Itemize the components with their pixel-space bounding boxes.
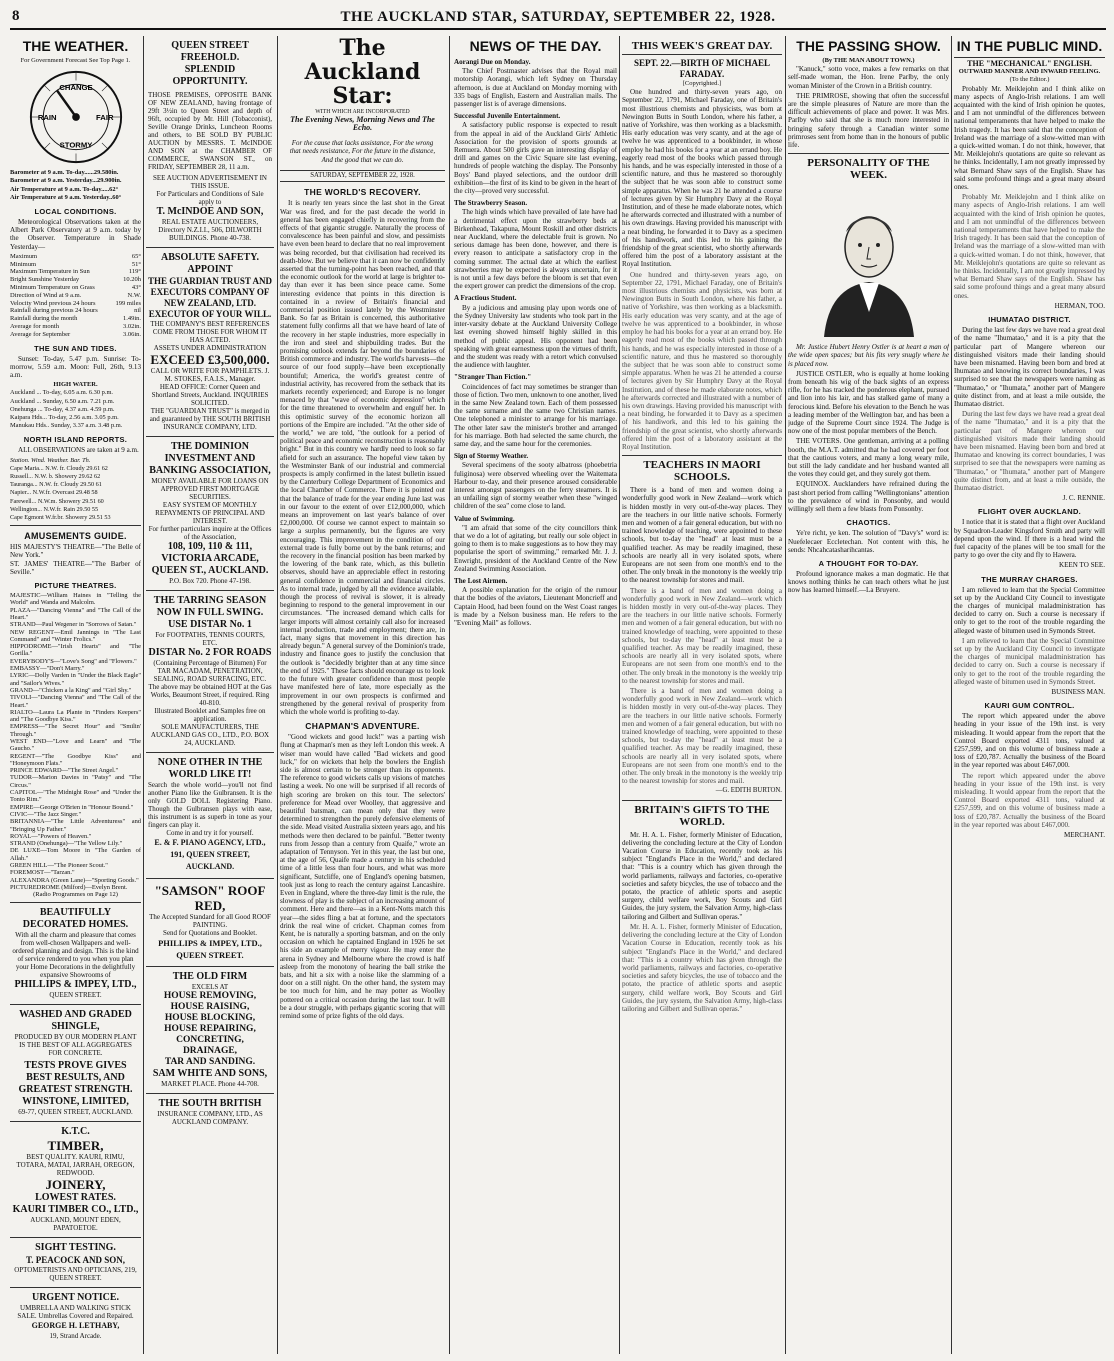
local-conditions-heading: LOCAL CONDITIONS. [34, 207, 117, 217]
list-item: TAR AND SANDING. [164, 1057, 256, 1067]
ad-text: With all the charm and pleasure that comes from well-chosen Wallpapers and well-ordered planning and design. This is the kind of service rendered to you when you plan your Home Decorations in the delightfully expansive Showrooms of [12, 931, 139, 980]
cell-value: 51° [131, 260, 141, 268]
dial-label-fair: FAIR [95, 113, 114, 123]
list-item: HOUSE BLOCKING, [164, 1013, 256, 1023]
letter-subheading: OUTWARD MANNER AND INWARD FEELING. [958, 68, 1101, 76]
ad-firm: WINSTONE, LIMITED, [22, 1096, 129, 1108]
picture-theatres-heading: PICTURE THEATRES. [34, 581, 117, 591]
list-item: PLAZA—"Dancing Vienna" and "The Call of the Heart." [10, 606, 141, 621]
cell-value: 3.02in. [122, 323, 141, 330]
list-item: DE LUXE—Tom Moore in "The Garden of Allah." [10, 847, 141, 862]
ad-firm: T. McINDOE AND SON, [156, 206, 264, 217]
copyright-note: [Copyrighted.] [682, 80, 722, 87]
table-row [10, 307, 141, 315]
cell-label: Rainfall during the month [10, 315, 78, 323]
ad-title: URGENT NOTICE. [31, 1292, 120, 1304]
amusements-list [10, 543, 141, 576]
ad-text: CALL OR WRITE FOR PAMPHLETS. J. M. STOKES, F.A.I.S., Manager. [150, 367, 270, 383]
cell-value: 65° [131, 252, 141, 260]
list-item: CONCRETING, DRAINAGE, [176, 1035, 244, 1056]
chaotics-heading: CHAOTICS. [846, 518, 891, 528]
cell-value: N.W. [127, 291, 141, 299]
ad-service-list [148, 991, 272, 1068]
north-island-heading: NORTH ISLAND REPORTS. [23, 435, 128, 445]
ihumatao-heading: IHUMATAO DISTRICT. [988, 315, 1071, 325]
letter-text: The report which appeared under the above heading in your issue of the 19th inst. is very misleading. It would appear from the report that the Control Board exported 4311 tons, valued at £257,599, and on this volume of business made a loss of £20,787. Actually the business of the Board in the year reported was about £467,000. [954, 771, 1105, 829]
ad-firm: SAM WHITE AND SONS, [152, 1068, 268, 1079]
ad-title: JOINERY, [45, 1177, 106, 1193]
news-text: The Chief Postmaster advises that the Royal mail motorship Aorangi, which left Sydney on Thursday afternoon, is due at Auckland on Monday morning with 335 bags of English, Eastern and Australian mails. The passenger list is of average dimensions. [454, 67, 617, 109]
picture-theatres-list [10, 592, 141, 891]
list-item: WEST END—"Love and Learn" and "The Gaucho." [10, 738, 141, 753]
chapman-text: "Good wickets and good luck!" was a parting wish flung at Chapman's men as they left London this week. A wiser man would have called "Bad wickets and good luck," for on wickets that help the bowlers the English side is almost certain to be stronger than its opponents. The reference to good wickets calls up visions of matches lasting a week. No one will be surprised if all records of high scoring are broken on this tour. The selectors' preference for Mead over Woolley, that aggressive and beautiful batsman, can mean only that they were determined to strengthen the purely defensive elements of the side. Mead visited Australia sixteen years ago, and his methods were then declared to be painful. "Better twenty runs from Jessop than a century from Quaife," wrote an adaptation of Tennyson. Yet in this year, the last but one, at the age of 56, Quaife made a century in his scheduled time of a little less than four hours, and what was more significant, Sutcliffe, one of England's opening batsmen, took just as long to reach the century against Lancashire. Even in England, where the three-day limit is the rule, the slowness of play is the subject of an increasing amount of comment. Here and there—as in a Kent-Notts match this year—the sides fling a bat at fortune, and the spectators drink the real wine of cricket. Chapman comes from Kent, he is naturally a sporting batsman, and on the only occasion on which he captained England in 1926 he set his side an example of merry vigour. He may enter the arena in Sydney and Melbourne where the crowd is half asleep from the monotony of hearing the ball strike the bats, and hit a six with a noise like the slamming of a door on a still night. On the other hand, the system may be too much for him, and he may potter as Woolley pottered on a critical occasion during the last tour. It will be a dour struggle, with perhaps gigantic scoring that will remind some of prize fights of the old days. [280, 733, 445, 1021]
radio-note: (Radio Programmes on Page 12) [33, 891, 118, 899]
list-item: STRAND—Paul Wegener in "Sorrows of Satan." [10, 621, 137, 629]
cell-label: Minimum Temperature on Grass [10, 284, 95, 292]
letter-text: During the last few days we have read a great deal of the name "Ihumatao," and it is a pity that the particular part of Mangere whereon our distinguished visitors made their landing should have been misnamed. Having been born and bred at Ihumatao and knowing its correct boundaries, I was surprised to see that the newspapers were naming as "Ihumatao," or "Ihumata," another part of Mangere quite distinct from, and at least a mile outside, the Ihumatao district. [954, 326, 1105, 408]
public-mind-heading: IN THE PUBLIC MIND. [956, 38, 1103, 54]
letter-text: I am relieved to learn that the Special Committee set up by the Auckland City Council to investigate the charges of municipal maladministration has decided to carry on. Such a course is necessary if only to get to the root of the trouble regarding the alleged waste of bitumen used in Symonds Street. [954, 585, 1105, 635]
list-item: EMPRESS—"The Secret Hour" and "Smilin' Through." [10, 723, 141, 738]
newspaper-title: THE AUCKLAND STAR, SATURDAY, SEPTEMBER 22, 1928. [340, 9, 776, 25]
advertisements-column [146, 36, 274, 1354]
kauri-heading: KAURI GUM CONTROL. [984, 701, 1075, 711]
column-rule [951, 36, 952, 1354]
ad-text: ASSETS UNDER ADMINISTRATION [153, 344, 267, 352]
letter-text: I am relieved to learn that the Special Committee set up by the Auckland City Council to investigate the charges of municipal maladministration has decided to carry on. Such a course is necessary if only to get to the root of the trouble regarding the alleged waste of bitumen used in Symonds Street. [954, 636, 1105, 686]
list-item: PICTUREDROME (Milford)—Evelyn Brent. [10, 883, 128, 891]
cell-value: 199 miles [115, 299, 141, 307]
list-item: HOUSE RAISING, [170, 1002, 250, 1012]
cell-value: nil [134, 307, 141, 315]
cell-value: 10.20h [123, 276, 141, 284]
ad-address: REAL ESTATE AUCTIONEERS, Directory N.Z.I.I., 506, DILWORTH BUILDINGS. Phone 40-738. [158, 218, 262, 242]
news-text: A possible explanation for the origin of the rumour that the bodies of the aviators, Lieutenant Moncrieff and Captain Hood, had been found on the West Coast ranges is made by a Nelson business man. He refers to the "Evening Mail" as follows. [454, 586, 617, 627]
cell-label: Average for September [10, 330, 71, 338]
motto: For the cause that lacks assistance, For the wrong that needs resistance, For the future in the distance, And the good that we can do. [289, 138, 436, 164]
letter-text: Probably Mr. Meiklejohn and I think alike on many aspects of Anglo-Irish relations. I am well acquainted with the kind of Irish opinion he quotes, and I am not unmindful of the differences between national temperaments that have helped to make the Irish tragedy. It has been said that the conception of Ireland was the marriage of a slow-witted man with a quick-witted woman. I do not think, however, that Mr. Meiklejohn's quotations are quite so relevant as he thinks. Incidentally, I am not greatly impressed by what Bernard Shaw says of the English. Shaw has said some profound things and a great many absurd ones. [954, 84, 1105, 192]
ad-title: "SAMSON" ROOF RED, [154, 883, 266, 913]
ad-firm: THE GUARDIAN TRUST AND EXECUTORS COMPANY OF NEW ZEALAND, LTD. EXECUTOR OF YOUR WILL. [148, 276, 272, 319]
ad-text: SEE AUCTION ADVERTISEMENT IN THIS ISSUE. [153, 174, 267, 190]
ad-address: MARKET PLACE. Phone 44-708. [161, 1080, 259, 1088]
thought-heading: A THOUGHT FOR TO-DAY. [818, 558, 919, 568]
list-item: MAJESTIC—William Haines in "Telling the World" and Wanda and Malcolm. [10, 592, 141, 607]
ad-address: QUEEN STREET. [49, 991, 102, 1000]
letter-heading: THE "MECHANICAL" ENGLISH. [954, 57, 1105, 68]
ad-text: P.O. Box 720. Phone 47-198. [169, 577, 251, 585]
ad-text: THOSE PREMISES, OPPOSITE BANK OF NEW ZEALAND, having frontage of 29ft 3½in to Queen Street and depth of 96ft, occupied by Mr. Hill (Tobacconist), Seville Orange Drinks, Luncheon Rooms and others, to BE SOLD BY PUBLIC AUCTION by MESSRS. T. McINDOE AND SON at the CHAMBER OF COMMERCE, SWANSON ST., on FRIDAY, SEPTEMBER 28, 11 a.m. [148, 91, 272, 171]
table-row [10, 292, 141, 300]
great-day-text: One hundred and thirty-seven years ago, on September 22, 1791, Michael Faraday, one of Britain's most illustrious chemists and physicists, was born at Newington Butts in South London, where his father, a native of Yorkshire, was then working as a blacksmith. His early education was very scanty, and at the age of twelve he was apprenticed to a bookbinder, in whose employ he had his books for a year at an errand boy. He eagerly read most of the books which passed through his hands, and he was especially interested in those of a scientific nature, and thus he mastered so thoroughly the subject that he was soon able to construct some simple apparatus. When he was 21 he attended a course of lectures given by Sir Humphry Davy at the Royal Institution, and of these he made elaborate notes, which he afterwards corrected and illustrated with a number of his own drawings. Having provided his manuscript with a neat binding, he forwarded it to Davy as a specimen of his handiwork, and this led to his gaining the friendship of the great scientist, who shortly afterwards offered him the post of a laboratory assistant at the Royal Institution. [622, 270, 782, 451]
letter-signature: HERMAN, TOO. [1054, 301, 1105, 310]
list-item: PRINCE EDWARD—"The Street Angel." [10, 767, 119, 775]
north-island-text: ALL OBSERVATIONS are taken at 9 a.m. [18, 446, 139, 455]
list-item: NEW REGENT—Emil Jannings in "The Last Command" and "Winter Frolics." [10, 628, 141, 643]
table-row [10, 315, 141, 323]
passing-show-text: THE VOTERS. One gentleman, arriving at a polling booth, the M.A.T. admitted that he had covered per foot that the cautious voters, and many a long weary mile, but still the lady candidate and her husband wanted all the votes they could get, and they surely got them. [788, 437, 949, 479]
news-subheading: The Lost Airmen. [454, 576, 508, 585]
cell-label: Bright Sunshine Yesterday [10, 276, 80, 284]
letter-signature: BUSINESS MAN. [1051, 688, 1105, 697]
incorporated-note: WITH WHICH ARE INCORPORATED [315, 109, 410, 115]
ad-text: Come in and try it for yourself. [166, 829, 254, 837]
local-conditions-text: Meteorological Observations taken at the Albert Park Observatory at 9 a.m. today by the Observer. Temperature in Shade Yesterday— [10, 218, 141, 251]
ad-text: SOLE MANUFACTURERS, THE AUCKLAND GAS CO., LTD., P.O. BOX 24, AUCKLAND. [150, 723, 270, 747]
table-row [10, 300, 141, 308]
local-conditions-table [10, 253, 141, 339]
personality-heading: PERSONALITY OF THE WEEK. [788, 153, 949, 181]
ad-firm: E. & F. PIANO AGENCY, LTD., 191, QUEEN STREET, AUCKLAND. [154, 838, 266, 871]
high-water-heading: HIGH WATER. [53, 381, 98, 389]
leader-text: It is nearly ten years since the last shot in the Great War was fired, and for the past decade the world in general has been engaged chiefly in recovering from the effects of that gigantic struggle. Naturally the process of convalescence has been painful and slow, and pessimists have even been heard to declare that no real improvement was being recorded, but that civilisation had received its death-blow. But we believe that it can now be confidently asserted that the turning-point has been reached, and that the economic outlook for the world at large is brighter to-day than ever it has been since peace came. Some interesting evidence that points in this direction is contained in a review of Britain's financial and commercial position issued lately by the Westminster Bank. So far as Britain is concerned, this authoritative statement fully confirms all that we have heard of late of the recovery in her staple industries, more especially in the iron and steel and shipbuilding trades. But the promising outlook extends far beyond the boundaries of British commerce and industry. The world's harvests—the source of our food supply—have been exceptionally bountiful; America, the world's greatest centre of industrial activity, has recovered from the setback that its markets recently experienced; and Europe is no longer menaced by that "wave of economic depression" which for the time threatened to overwhelm and engulf her. In this optimistic survey of the economic horizon all portions of the Empire are included. "At the other side of the world," we are told, "the outlook for a period of political peace and economic reconstruction is reasonably bright." But in this country we hardly need to look so far afield for such an assurance. The hopeful view taken by the Westminster Bank of our industrial and commercial prospects is amply confirmed in the latest bulletin issued by the Canterbury College Department of Economics and the local Chamber of Commerce. There it is pointed out that the balance of trade for the year ending June last was in our favour to the extent of over £12,000,000, which means an improvement on last year's balance of over £2,000,000. Of course we cannot expect to maintain so large a surplus permanently, but the figures are very encouraging. This improvement in the condition of our external trade is fully borne out by the bank returns; and the recovery in the financial position has been marked by the lowering of the bank rate, which, as this bulletin observes, should have an appreciable effect in restoring general confidence in commercial and financial circles. As to internal trade, judged by all the evidence available, though the process of revival is slower, it is already beginning to respond to the general improvement in our circumstances. "The increased demand which calls for larger imports will almost certainly call also for increased internal production, trade and employment; there are, in fact, many signs that movement in this direction has already begun." A general survey of the Dominion's trade, industry and finance goes to justify the conclusion that the outlook is "decidedly brighter than at any time since the end of 1925." These facts should encourage us to look to the future with greater confidence than most people have manifested here of late, more especially as the improvement in our own prospects is confirmed and strengthened by the general revival of prosperity from which the whole world is profiting to-day. [280, 199, 445, 716]
barometer-reading: Barometer at 9 a.m. To-day......29.580in. [10, 169, 119, 177]
article-signature: —G. EDITH BURTON. [715, 787, 782, 795]
north-island-columns: Station. Wind. Weather. Bar. Th. [10, 456, 91, 464]
ad-text: UMBRELLA AND WALKING STICK SALE. Umbrellas Covered and Repaired. [17, 1304, 134, 1321]
table-row [10, 331, 141, 339]
personality-text: JUSTICE OSTLER, who is equally at home looking from beneath his wig of the back sights of an express rifle, for he has tracked the ponderous elephant, pursued and lion into his lair, and has stalked game of many a ferocious kind. Before his elevation to the Bench he was a leading member of the Wellington bar, and has been a judge of the Supreme Court since 1924. The Judge is now one of the most popular members of the Bench. [788, 369, 949, 436]
tide-row: Onehunga ... To-day, 4.37 a.m. 4.59 p.m. [10, 405, 115, 413]
ad-text: Send for Quotations and Booklet. [163, 929, 257, 937]
news-subheading: A Fractious Student. [454, 294, 517, 303]
list-item: TIVOLI—"Dancing Vienna" and "The Call of the Heart." [10, 694, 141, 709]
thought-text: Profound ignorance makes a man dogmatic. He that knows nothing thinks he can teach others what he just now has learned himself.—La Bruyere. [788, 569, 949, 595]
list-item: ST. JAMES' THEATRE—"The Barber of Seville." [10, 559, 141, 576]
ad-text: (Containing Percentage of Bitumen) For TAR MACADAM, PENETRATION, SEALING, ROAD SURFACING, ETC. [153, 659, 267, 683]
ad-text: EXCELS AT [191, 983, 229, 991]
letter-text: Probably Mr. Meiklejohn and I think alike on many aspects of Anglo-Irish relations. I am well acquainted with the kind of Irish opinion he quotes, and I am not unmindful of the differences between national temperaments that have helped to make the Irish tragedy. It has been said that the conception of Ireland was the marriage of a slow-witted man with a quick-witted woman. I do not think, however, that Mr. Meiklejohn's quotations are quite so relevant as he thinks. Incidentally, I am not greatly impressed by what Bernard Shaw says of the English. Shaw has said some profound things and a great many absurd ones. [954, 193, 1105, 300]
cell-label: Minimum [10, 260, 37, 268]
news-subheading: Aorangi Due on Monday. [454, 58, 531, 66]
ad-text: INSURANCE COMPANY, LTD., AS AUCKLAND COMPANY. [157, 1110, 263, 1126]
ad-amount: EXCEED £3,500,000. [150, 352, 270, 367]
table-row [10, 261, 141, 269]
list-item: LYRIC—Dolly Varden in "Under the Black Eagle" and "Sailor's Wives." [10, 672, 141, 687]
table-row [10, 253, 141, 261]
passing-show-text: "Kanuck," sotto voce, makes a few remarks on that self-made woman, the Hon. Irene Parlby, the only woman Minister of the Crown in a British country. [788, 65, 949, 90]
ad-title: ABSOLUTE SAFETY. [161, 252, 259, 263]
tide-row: Auckland ... Sunday, 6.50 a.m. 7.21 p.m. [10, 397, 115, 405]
news-subheading: The Strawberry Season. [454, 199, 528, 208]
list-item: ALEXANDRA (Green Lane)—"Sporting Goods." [10, 876, 139, 884]
ad-text: THE "GUARDIAN TRUST" is merged in and guaranteed by THE SOUTH BRITISH INSURANCE COMPANY, LTD. [149, 407, 271, 431]
letter-signature: MERCHANT. [1063, 831, 1105, 840]
list-item: ROYAL—"Powers of Heaven." [10, 832, 92, 840]
air-temperature: Air Temperature at 9 a.m. To-day.....62° [10, 185, 119, 193]
list-item: HIS MAJESTY'S THEATRE—"The Belle of New York." [10, 543, 141, 560]
ad-title: THE SOUTH BRITISH [158, 1098, 262, 1109]
flight-heading: FLIGHT OVER AUCKLAND. [977, 507, 1082, 517]
justice-ostler-portrait-icon [804, 187, 934, 337]
list-item: GREEN HILL—"The Pioneer Scout." [10, 862, 108, 870]
ad-title: SIGHT TESTING. [35, 1242, 116, 1254]
ad-head: K.T.C. [61, 1126, 90, 1138]
news-list [454, 58, 617, 627]
list-item: EMPIRE—George O'Brien in "Honour Bound." [10, 803, 134, 811]
ad-text: HEAD OFFICE: Corner Queen and Shortland Streets, Auckland. INQUIRIES SOLICITED. [151, 383, 269, 407]
ad-text: THE COMPANY'S BEST REFERENCES COME FROM THOSE FOR WHOM IT HAS ACTED. [150, 320, 270, 344]
list-item: HOUSE REMOVING, [163, 991, 257, 1001]
sun-tides-text: Sunset: To-day, 5.47 p.m. Sunrise: To-morrow, 5.59 a.m. Moon: Full, 26th, 9.13 a.m. [10, 354, 141, 379]
great-day-text: One hundred and thirty-seven years ago, on September 22, 1791, Michael Faraday, one of Britain's most illustrious chemists and physicists, was born at Newington Butts in South London, where his father, a native of Yorkshire, was then working as a blacksmith. His early education was very scanty, and at the age of twelve he was apprenticed to a bookbinder, in whose employ he had his books for a year at an errand boy. He eagerly read most of the books which passed through his hands, and he was especially interested in those of a scientific nature, and thus he mastered so thoroughly the subject that he was soon able to construct some simple apparatus. When he was 21 he attended a course of lectures given by Sir Humphry Davy at the Royal Institution, and of these he made elaborate notes, which he afterwards corrected and illustrated with a number of his own drawings. Having provided his manuscript with a neat binding, he forwarded it to Davy as a specimen of his handiwork, and this led to his gaining the friendship of the great scientist, who shortly afterwards offered him the post of a laboratory assistant at the Royal Institution. [622, 88, 782, 269]
issue-date: SATURDAY, SEPTEMBER 22, 1928. [280, 170, 445, 182]
report-row: Russell... N.W. b. Showery 29.62 62 [10, 473, 101, 481]
tide-row: Manukau Hds.. Sunday, 3.37 a.m. 3.48 p.m. [10, 422, 123, 430]
letter-text: During the last few days we have read a great deal of the name "Ihumatao," and it is a pity that the particular part of Mangere whereon our distinguished visitors made their landing should have been misnamed. Having been born and bred at Ihumatao and knowing its correct boundaries, I was surprised to see that the newspapers were naming as "Ihumatao," or "Ihumata," another part of Mangere quite distinct from, and at least a mile outside, the Ihumatao district. [954, 410, 1105, 492]
list-item: FOREMOST—"Tarzan." [10, 869, 75, 877]
ad-text: LOWEST RATES. [35, 1192, 116, 1204]
list-item: REGENT—"The Goodbye Kiss" and "Honeymoon Flats." [10, 752, 141, 767]
cell-label: Rainfall during previous 24 hours [10, 307, 98, 315]
ad-text: For Particulars and Conditions of Sale apply to [156, 190, 264, 206]
news-subheading: Sign of Stormy Weather. [454, 452, 529, 461]
column-rule [619, 36, 620, 1354]
gifts-text: Mr. H. A. L. Fisher, formerly Minister of Education, delivering the concluding lecture at the City of London Vacation Course in Education, recently took as his subject "England's Place in the World," and declared that: "This is a country which has given through the world parliaments, railways and factories, co-operative societies and safety bicycles, the use of tobacco and the potato, the practice of athletic sports and aseptic surgery, child welfare work, Boy Scouts and Girl Guides, the jury system, the Salvation Army, high-class tailoring and Gilbert and Sullivan operas." [622, 922, 782, 1013]
ad-text: The above may be obtained HOT at the Gas Works, Beaumont Street, if required. Ring 40-810. [148, 683, 272, 707]
report-row: Cape Maria... N.W. fr. Cloudy 29.61 62 [10, 464, 108, 472]
chapman-heading: CHAPMAN'S ADVENTURE. [305, 721, 420, 732]
page-number: 8 [12, 8, 20, 24]
column-rule [785, 36, 786, 1354]
news-heading: NEWS OF THE DAY. [469, 38, 602, 54]
ad-title: NONE OTHER IN THE WORLD LIKE IT! [157, 757, 263, 780]
list-item: HOUSE REPAIRING, [164, 1024, 256, 1034]
barometer-reading: Barometer at 9 a.m. Yesterday...29.900in. [10, 177, 122, 185]
list-item: BRITANNIA—"The Little Adventuress" and "Bringing Up Father." [10, 818, 141, 833]
teachers-text: There is a band of men and women doing a wonderfully good work in New Zealand—work which is hidden mostly in very out-of-the-way places. They are the teachers in our little native schools. Formerly men and women of a fair general education, but with no trained knowledge of teaching, were appointed to these schools, but to-day the "head" at least must be a qualified teacher. As may be readily imagined, these schools are nearly all in very isolated spots, where Europeans are not seen from one month's end to the other. The only break in the monotony is the weekly trip to the nearest township for stores and mail. [622, 486, 782, 585]
sun-tides-heading: THE SUN AND TIDES. [34, 343, 117, 353]
weather-column [10, 36, 141, 1354]
report-row: Cape Egmont W.fr.br. Showery 29.51 53 [10, 514, 111, 522]
passing-show-column [788, 36, 949, 1354]
table-row [10, 268, 141, 276]
passing-show-text: EQUINOX. Aucklanders have refrained during the past short period from calling "Wellingtonians" attention to the prevalence of wind in Ponsonby, and would willingly sell them a few blasts from Ponsonby. [788, 480, 949, 514]
table-row [10, 284, 141, 292]
news-text: "I am afraid that some of the city councillors think that we do a lot of agitating, but really our sole object in going to them is to make suggestions as to how they may popularise the sport of swimming," remarked Mr. J. J. Enwright, president of the Auckland Centre of the New Zealand Swimming Association. [454, 523, 617, 573]
cell-label: Velocity Wind previous 24 hours [10, 299, 96, 307]
ad-title: THE OLD FIRM [172, 971, 248, 982]
report-row: Wellington... N.W.fr. Rain 29.50 55 [10, 505, 99, 513]
gifts-text: Mr. H. A. L. Fisher, formerly Minister of Education, delivering the concluding lecture at the City of London Vacation Course in Education, recently took as his subject "England's Place in the World," and declared that: "This is a country which has given through the world parliaments, railways and factories, co-operative societies and safety bicycles, the use of tobacco and the potato, the practice of athletic sports and aseptic surgery, child welfare work, Boy Scouts and Girl Guides, the jury system, the Salvation Army, high-class tailoring and Gilbert and Sullivan operas." [622, 830, 782, 921]
letter-signature: J. C. RENNIE. [1062, 494, 1105, 503]
features-column [622, 36, 782, 1354]
newspaper-nameplate: The Auckland Star: [304, 36, 421, 109]
letter-text: I notice that it is stated that a flight over Auckland by Squadron-Leader Kingsford Smith and party will depend upon the wind. If there is a head wind the fuel capacity of the planes will be too small for the party to go over the city and fly to Hawera. [954, 518, 1105, 560]
cell-label: Average for month [10, 323, 59, 330]
news-text: Several specimens of the sooty albatross (phoebetria fuliginosa) were observed wheeling over the Waitemata Harbour to-day, and their presence aroused considerable interest amongst passengers on the ferry steamers. It is an unfailing sign of stormy weather when these "winged children of the sea" come close to land. [454, 461, 617, 511]
amusements-heading: AMUSEMENTS GUIDE. [24, 531, 127, 542]
dial-label-change: CHANGE [58, 83, 93, 93]
ad-address: 69-77, QUEEN STREET, AUCKLAND. [18, 1108, 133, 1117]
ad-text: OPTOMETRISTS AND OPTICIANS, 219, QUEEN STREET. [14, 1266, 137, 1283]
table-row [10, 276, 141, 284]
ad-firm: PHILLIPS & IMPEY, LTD., QUEEN STREET. [158, 938, 262, 960]
letters-column [954, 36, 1105, 1354]
list-item: CAPITOL—"The Midnight Rose" and "Under the Tonto Rim." [10, 789, 141, 804]
ad-text: MONEY AVAILABLE FOR LOANS ON APPROVED FIRST MORTGAGE SECURITIES. [151, 477, 269, 501]
report-row: Tauranga... N.W. fr. Cloudy 29.50 61 [10, 481, 102, 489]
letter-text: The report which appeared under the above heading in your issue of the 19th inst. is very misleading. It would appear from the report that the Control Board exported 4311 tons, valued at £257,599, and on this volume of business made a loss of £20,787. Actually the business of the Board in the year reported was about £467,000. [954, 712, 1105, 770]
cell-label: Maximum [10, 252, 38, 260]
masthead [10, 8, 1106, 30]
ad-address: AUCKLAND, MOUNT EDEN, PAPATOETOE. [30, 1216, 121, 1233]
editorial-column [280, 36, 617, 1354]
ad-text: For further particulars inquire at the Offices of the Association, [148, 525, 272, 541]
weather-heading: THE WEATHER. [22, 38, 129, 54]
ad-title: DISTAR No. 2 FOR ROADS [148, 647, 272, 658]
cell-value: 3.06in. [122, 330, 141, 338]
ad-title: QUEEN STREET FREEHOLD. [171, 40, 249, 63]
incorporated-titles: The Evening News, Morning News and The Echo. [290, 115, 435, 133]
cell-value: 119° [128, 268, 141, 276]
news-subheading: Value of Swimming. [454, 514, 515, 523]
ad-title: TESTS PROVE GIVES BEST RESULTS, AND GREATEST STRENGTH. [18, 1060, 133, 1096]
teachers-heading: TEACHERS IN MAORI SCHOOLS. [622, 455, 782, 483]
ad-firm: KAURI TIMBER CO., LTD., [12, 1204, 139, 1216]
tide-row: Kaipara Hds... To-day, 2.56 a.m. 3.05 p.m. [10, 414, 119, 422]
ad-firm: PHILLIPS & IMPEY, LTD., [14, 979, 137, 991]
list-item: GRAND—"Chicken a la King" and "Girl Shy." [10, 686, 132, 694]
news-text: A satisfactory public response is expected to result from the appeal in aid of the Auckland Girls' Athletic Association for the provision of sports grounds at Remuera. About 500 girls gave an interesting display of drill and games on the Civic Square site last evening, hundreds of people watching the display. The Ponsonby Boys' Band played selections, and the outdoor drill exhibition—the first of its kind to be given in the heart of the city—proved very successful. [454, 121, 617, 196]
list-item: RIALTO—Laura La Plante in "Finders Keepers" and "The Goodbye Kiss." [10, 708, 141, 724]
ad-text: Illustrated Booklet and Samples free on application. [154, 707, 266, 723]
passing-show-text: THE PRIMROSE, showing that often the successful are the simple pleasures of Nature are more than the difficult achievements of place and power. It was Mrs. Parlby who said that she is much more interested in bringing safety through a Canadian winter some primroses sent from home than in the honours of public life. [788, 91, 949, 150]
list-item: TUDOR—Marion Davies in "Patsy" and "The Circus." [10, 774, 141, 789]
list-item: STRAND (Onehunga)—"The Yellow Lily." [10, 840, 123, 848]
news-text: The high winds which have prevailed of late have had a detrimental effect upon the strawberry beds at Birkenhead, Takapuna, Mount Roskill and other districts near Auckland, where the delectable fruit is grown. No serious damage has been done, however, and there is every reason to anticipate a satisfactory crop in the coming summer. The actual date at which the earliest strawberries may be expected is always uncertain, for it is not until a few days before the bloom is set that even the expert grower can predict the dimensions of the crop. [454, 208, 617, 291]
gifts-heading: BRITAIN'S GIFTS TO THE WORLD. [622, 800, 782, 828]
cell-value: 43° [131, 284, 141, 292]
ad-text: For FOOTPATHS, TENNIS COURTS, ETC. [155, 631, 265, 647]
news-subheading: "Stranger Than Fiction." [454, 373, 532, 382]
ad-title: THE TARRING SEASON NOW IN FULL SWING. [153, 595, 267, 618]
ad-title: SPLENDID OPPORTUNITY. [172, 64, 248, 87]
ad-title: BEAUTIFULLY DECORATED HOMES. [22, 907, 129, 931]
forecast-note: For Government Forecast See Top Page 1. [20, 57, 131, 64]
great-day-subject: SEPT. 22.—BIRTH OF MICHAEL FARADAY. [634, 58, 770, 79]
table-row [10, 323, 141, 331]
ad-address: 108, 109, 110 & 111, VICTORIA ARCADE, QUEEN ST., AUCKLAND. [151, 541, 269, 576]
list-item: EVERYBODY'S—"Love's Song" and "Flowers." [10, 657, 137, 665]
ad-text: PRODUCED BY OUR MODERN PLANT IS THE BEST OF ALL AGGREGATES FOR CONCRETE. [14, 1033, 137, 1058]
tide-row: Auckland ... To-day, 6.05 a.m. 6.30 p.m. [10, 389, 114, 397]
report-row: Farewell... N.W.m. Showery 29.51 60 [10, 497, 104, 505]
news-text: Coincidences of fact may sometimes be stranger than those of fiction. Two men, unknown to one another, lived in the same New Zealand town. Each of them possessed the same surname and the same two Christian names. One telephoned a minister to arrange for his marriage. The other later saw the minister's brother and arranged for his marriage. Both had selected the same church, the same day, and the same hour for the ceremonies. [454, 382, 617, 448]
list-item: EMBASSY—"Don't Marry." [10, 665, 85, 673]
great-day-heading: THIS WEEK'S GREAT DAY. [622, 40, 782, 55]
column-rule [277, 36, 278, 1354]
list-item: CIVIC—"The Jazz Singer." [10, 810, 82, 818]
ad-firm: T. PEACOCK AND SON, [25, 1255, 126, 1266]
ad-title: APPOINT [187, 264, 233, 275]
ad-text: The Accepted Standard for all Good ROOF PAINTING. [149, 913, 271, 929]
leader-heading: THE WORLD'S RECOVERY. [304, 187, 421, 198]
passing-show-heading: THE PASSING SHOW. [796, 38, 941, 54]
list-item: HIPPODROME—"Irish Hearts" and "The Gorilla." [10, 643, 141, 658]
ad-address: 19, Strand Arcade. [49, 1332, 102, 1341]
ad-text: EASY SYSTEM OF MONTHLY REPAYMENTS OF PRINCIPAL AND INTEREST. [155, 501, 265, 525]
murray-heading: THE MURRAY CHARGES. [981, 574, 1078, 584]
cell-label: Maximum Temperature in Sun [10, 268, 90, 276]
report-row: Napier... N.W.fr. Overcast 29.48 58 [10, 489, 98, 497]
teachers-text: There is a band of men and women doing a wonderfully good work in New Zealand—work which is hidden mostly in very out-of-the-way places. They are the teachers in our little native schools. Formerly men and women of a fair general education, but with no trained knowledge of teaching, were appointed to these schools, but to-day the "head" at least must be a qualified teacher. As may be readily imagined, these schools are nearly all in very isolated spots, where Europeans are not seen from one month's end to the other. The only break in the monotony is the weekly trip to the nearest township for stores and mail. [622, 586, 782, 685]
ad-text: Search the whole world—you'll not find another Piano like the Gulbransen. It is the only GOLD DOLL Registering Piano. Though the Gulbransen plays with ease, this instrument is as superb in tone as your fingers can play it. [148, 781, 272, 829]
ad-title: WASHED AND GRADED SHINGLE, [19, 1009, 132, 1033]
cell-value: 1.49in. [122, 315, 141, 323]
byline: (By THE MAN ABOUT TOWN.) [822, 57, 915, 64]
air-temperature: Air Temperature at 9 a.m. Yesterday..60° [10, 193, 122, 201]
chaotics-text: Ye're richt, ye ken. The solution of "Davy's" word is: Nuefelecaer Eccletechan. Not content with this, he sends: Nhcahcatasharihcantas. [788, 529, 949, 554]
ad-title: TIMBER, [47, 1138, 104, 1154]
ad-title: THE DOMINION INVESTMENT AND BANKING ASSOCIATION, [149, 441, 271, 476]
teachers-text: There is a band of men and women doing a wonderfully good work in New Zealand—work which is hidden mostly in very out-of-the-way places. They are the teachers in our little native schools. Formerly men and women of a fair general education, but with no trained knowledge of teaching, were appointed to these schools, but to-day the "head" at least must be a qualified teacher. As may be readily imagined, these schools are nearly all in very isolated spots, where Europeans are not seen from one month's end to the other. The only break in the monotony is the weekly trip to the nearest township for stores and mail. [622, 687, 782, 786]
column-rule [143, 36, 144, 1354]
tide-table [10, 389, 141, 430]
ad-firm: GEORGE H. LETHABY, [31, 1321, 120, 1331]
portrait-caption: Mr. Justice Hubert Henry Ostler is at heart a man of the wide open spaces; but his fits very snugly where he is placed now. [788, 343, 949, 368]
to-editor: (To the Editor.) [1009, 76, 1050, 84]
letter-signature: KEEN TO SEE. [1058, 561, 1105, 570]
barometer-dial-icon [28, 69, 124, 165]
ad-text: BEST QUALITY. KAURI, RIMU, TOTARA, MATAI, JARRAH, OREGON, REDWOOD. [16, 1153, 135, 1178]
north-island-table [10, 465, 141, 522]
ad-title: USE DISTAR No. 1 [168, 619, 252, 630]
cell-label: Direction of Wind at 9 a.m. [10, 291, 82, 299]
dial-label-rain: RAIN [37, 113, 57, 123]
news-subheading: Successful Juvenile Entertainment. [454, 112, 561, 121]
news-text: By a judicious and amusing play upon words one of the Sydney University law students who took part in the inter-varsity debate at the Auckland University College last evening showed himself highly skilled in this method of public appeal. His opponent had been speaking with great earnestness upon the virtues of thrift, and the student was ready with a retort which convulsed the audience with laughter. [454, 303, 617, 370]
dial-label-stormy: STORMY [59, 140, 92, 150]
